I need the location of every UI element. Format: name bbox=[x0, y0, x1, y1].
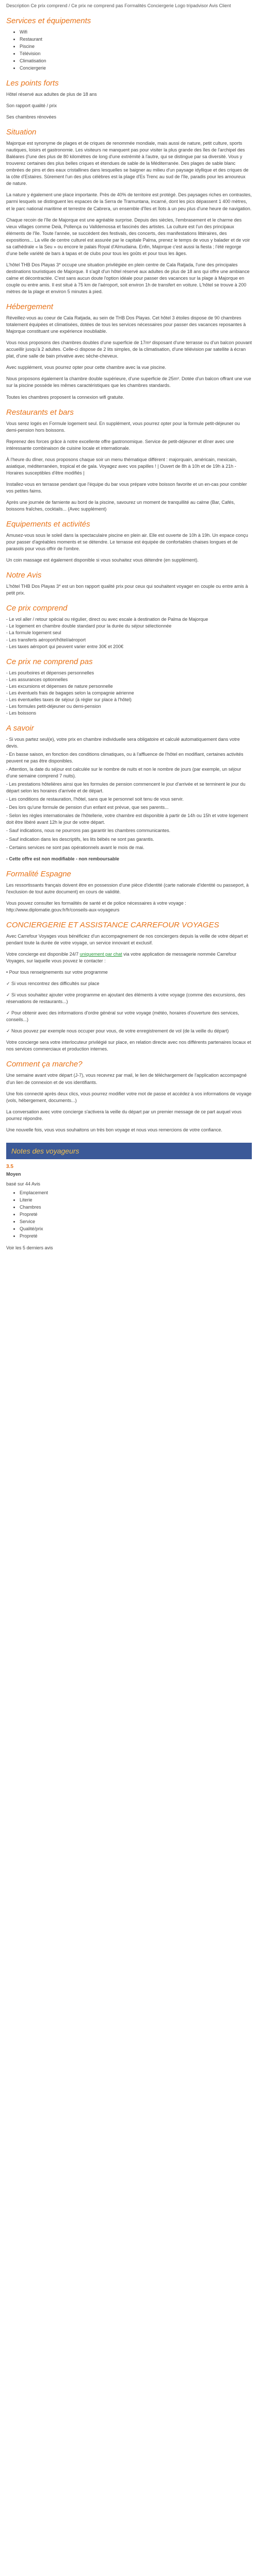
equipements-paragraph: Un coin massage est également disponible si vous souhaitez vous détendre (en supplément). bbox=[6, 557, 199, 563]
page bbox=[0, 0, 258, 1251]
comment-paragraph: Une fois connecté après deux clics, vous pourrez modifier votre mot de passe et accédez à vos informations de voyage (vols, hébergement, documents...) bbox=[6, 1091, 252, 1103]
notes-score: 3.5 bbox=[6, 1164, 13, 1170]
prix-ne-comprend-line: - Les formules petit-déjeuner ou demi-pension bbox=[6, 703, 101, 709]
a-savoir-line: - En basse saison, en fonction des conditions climatiques, ou à l'affluence de l'hôtel en modifiant, certaines activités peuvent ne pas être disponibles. bbox=[6, 752, 244, 764]
situation-title: Situation bbox=[6, 128, 37, 137]
restaurants-paragraph: À l'heure du dîner, nous proposons chaque soir un menu thématique différent : majorquain, américain, mexicain, asiatique, méditerranéen, tropical et de gala. Voyagez avec vos papilles ! | Ouvert de 8h à 10h et de 19h à 21h - Horaires susceptibles d'être modifiés | bbox=[6, 456, 237, 476]
equipements-title: Equipements et activités bbox=[6, 520, 90, 529]
notes-header: Notes des voyageurs bbox=[6, 1143, 252, 1159]
a-savoir-line: - Certains services ne sont pas opérationnels avant le mois de mai. bbox=[6, 844, 144, 850]
conciergerie-text: Votre concierge est disponible 24/7 bbox=[6, 951, 80, 957]
conciergerie-paragraph bbox=[6, 951, 252, 964]
services-list bbox=[6, 29, 252, 72]
a-savoir-line: - Sauf indications, nous ne pourrons pas garantir les chambres communicantes. bbox=[6, 828, 171, 834]
prix-comprend-title: Ce prix comprend bbox=[6, 604, 68, 613]
restaurants-title: Restaurants et bars bbox=[6, 408, 74, 417]
restaurants-paragraph: Vous serez logés en Formule logement seul. En supplément, vous pourrez opter pour la formule petit-déjeuner ou demi-pension hors boissons. bbox=[6, 420, 240, 433]
notre-avis-text: L'hôtel THB Dos Playas 3* est un bon rapport qualité prix pour ceux qui souhaitent voyager en couple ou entre amis à petit prix. bbox=[6, 584, 248, 596]
notes-score-block bbox=[6, 1163, 252, 1251]
conciergerie-title: CONCIERGERIE ET ASSISTANCE CARREFOUR VOYAGES bbox=[6, 920, 219, 929]
hebergement-paragraph: Avec supplément, vous pourrez opter pour cette chambre avec la vue piscine. bbox=[6, 365, 167, 370]
list-item: • Climatisation bbox=[20, 58, 252, 64]
points-forts-line: Son rapport qualité / prix bbox=[6, 103, 57, 109]
a-savoir-line: - Selon les règles internationales de l'hôtellerie, votre chambre est disponible à partir de 14h ou 15h et votre logement doit être libéré avant 12h le jour de votre départ. bbox=[6, 813, 248, 825]
prix-comprend-line: - Les taxes aéroport qui peuvent varier entre 30€ et 200€ bbox=[6, 643, 124, 649]
a-savoir-line: - Des lors qu'une formule de pension d'un enfant est prévue, que ses parents... bbox=[6, 805, 169, 810]
points-forts-title: Les points forts bbox=[6, 78, 59, 88]
hebergement-title: Hébergement bbox=[6, 302, 53, 312]
prix-comprend-line: - Le logement en chambre double standard pour la durée du séjour sélectionnée bbox=[6, 623, 172, 629]
formalite-title: Formalité Espagne bbox=[6, 869, 71, 878]
prix-ne-comprend-title: Ce prix ne comprend pas bbox=[6, 657, 93, 666]
restaurants-paragraph: Reprenez des forces grâce à notre excellente offre gastronomique. Service de petit-déjeuner et dîner avec une intéressante combinaison de cuisine locale et internationale. bbox=[6, 438, 234, 451]
comment-paragraph: Une nouvelle fois, vous vous souhaitons un très bon voyage et nous vous remercions de votre confiance. bbox=[6, 1127, 222, 1132]
situation-paragraph: Chaque recoin de l'île de Majorque est une agréable surprise. Depuis des siècles, l'embrasement et le charme des vieux villages comme Deià, Pollença ou Valldemossa et fascinés des artistes. La culture est l'un des principaux éléments de l'île. Toute l'année, se succèdent des festivals, des concerts, des manifestations littéraires, des expositions... La ville de centre culturel est assurée par le capitale Palma, prenez le temps de vous y balader et de voir sa cathédrale « la Seu » ou encore le palais Royal d'Almudaina. Enfin, Majorque c'est aussi la fiesta ; l'été regorge d'une belle variété de bars à tapas et de clubs pour tous les goûts et pour tous les âges. bbox=[6, 217, 250, 256]
prix-ne-comprend-line: - Les éventuels frais de bagages selon la compagnie aérienne bbox=[6, 690, 134, 696]
comment-title: Comment ça marche? bbox=[6, 1060, 83, 1069]
list-item: • Wifi bbox=[20, 29, 252, 36]
a-savoir-line: - Les conditions de restauration, l'hôtel, sans que le personnel soit tenu de vous servir. bbox=[6, 796, 184, 802]
conciergerie-bullet: ✓ Pour obtenir avec des informations d'ordre général sur votre voyage (météo, horaires d'ouverture des services, conseils...) bbox=[6, 1010, 239, 1023]
list-item: • Literie bbox=[20, 1197, 252, 1204]
conciergerie-text: via votre application de messagerie nommée Carrefour Voyages, sur laquelle vous pouvez le contacter : bbox=[6, 951, 237, 963]
prix-ne-comprend-line: - Les éventuelles taxes de séjour (à régler sur place à l'hôtel) bbox=[6, 697, 132, 702]
comment-paragraph: La conversation avec votre concierge s'activera la veille du départ par un premier message de ce part auquel vous pourrez répondre. bbox=[6, 1109, 241, 1121]
conciergerie-bullet: ✓ Nous pouvez par exemple nous occuper pour vous, de votre enregistrement de vol (de la veille du départ) bbox=[6, 1028, 229, 1034]
conciergerie-bullet: ✓ Si vous souhaitez ajouter votre programme en ajoutant des éléments à votre voyage (comme des excursions, des réservations de restaurants...) bbox=[6, 992, 246, 1005]
points-forts-line: Hôtel réservé aux adultes de plus de 18 ans bbox=[6, 91, 97, 97]
list-item: • Qualité/prix bbox=[20, 1226, 252, 1232]
hebergement-paragraph: Toutes les chambres proposent la connexion wifi gratuite. bbox=[6, 394, 124, 400]
formalite-paragraph: Les ressortissants français doivent être en possession d'une pièce d'identité (carte nationale d'identité ou passeport, à l'exclusion de tout autre document) en cours de validité. bbox=[6, 882, 249, 894]
chat-link[interactable]: uniquement par chat bbox=[79, 951, 122, 957]
list-item: • Emplacement bbox=[20, 1190, 252, 1196]
services-title: Services et équipements bbox=[6, 16, 91, 25]
hebergement-paragraph: Nous proposons également la chambre double supérieure, d'une superficie de 25m². Dotée d'un balcon offrant une vue sur la piscine possède les mêmes caractéristiques que les chambres standards. bbox=[6, 376, 251, 388]
list-item: • Propreté bbox=[20, 1211, 252, 1218]
restaurants-paragraph: Après une journée de farniente au bord de la piscine, savourez un moment de tranquillité au calme (Bar, Cafés, boissons fraîches, cocktails... (Avec supplément) bbox=[6, 499, 235, 512]
a-savoir-line: - Sauf indication dans les descriptifs, les lits bébés ne sont pas garantis. bbox=[6, 836, 154, 842]
prix-ne-comprend-line: - Les pourboires et dépenses personnelles bbox=[6, 670, 94, 675]
list-item: • Propreté bbox=[20, 1233, 252, 1240]
situation-paragraph: Majorque est synonyme de plages et de criques de renommée mondiale, mais aussi de nature, petit culture, sports nautiques, loisirs et gastronomie. Les visiteurs ne manquent pas pour visiter la plus grande des îles de l'archipel des Baléares (l'une des plus de 80 kilomètres de long d'une extrémité à l'autre, qui se distingue par sa diversité. Vous y trouverez certaines des plus belles criques et étendues de sable de la Méditerranée. Des plages de sable blanc ombrées de pins et des eaux cristallines dans lesquelles se baigner au milieu d'un paysage idyllique et des criques de la côte d'Estaires. Sûrement l'un des plus célèbres est la plage d'Es Trenc au sud de l'île, paradis pour les amoureux de nature. bbox=[6, 141, 249, 187]
formalite-paragraph: Vous pouvez consulter les formalités de santé et de police nécessaires à votre voyage : http://www.diplomatie.gouv.fr/fr/conseils-aux-voyageurs bbox=[6, 900, 186, 912]
conciergerie-paragraph: Votre concierge sera votre interlocuteur privilégié sur place, en relation directe avec nos différents partenaires locaux et nos services commerciaux et production internes. bbox=[6, 1040, 251, 1052]
comment-paragraph: Une semaine avant votre départ (J-7), vous recevrez par mail, le lien de téléchargement de l'application accompagné d'un lien de connexion et de vos identifiants. bbox=[6, 1073, 247, 1085]
a-savoir-line: - Les prestations hôtelières ainsi que les formules de pension commencent le jour d'arrivée et se terminent le jour du départ selon les horaires d'arrivée et de départ. bbox=[6, 782, 246, 794]
conciergerie-paragraph: Avec Carrefour Voyages vous bénéficiez d'un accompagnement de nos conciergers depuis la veille de votre départ et pendant toute la durée de votre voyage, un service innovant et exclusif. bbox=[6, 933, 248, 945]
a-savoir-title: A savoir bbox=[6, 723, 34, 733]
list-item: • Télévision bbox=[20, 50, 252, 57]
hebergement-paragraph: Vous nous proposons des chambres doubles d'une superficie de 17m² disposant d'une terrasse ou d'un balcon pouvant accueillir jusqu'à 2 adultes. Celle-ci dispose de 2 lits simples, de la climatisation, d'une télévision par satellite à écran plat, d'une salle de bain privative avec sèche-cheveux. bbox=[6, 340, 252, 359]
notes-label: Moyen bbox=[6, 1171, 21, 1177]
notre-avis-title: Notre Avis bbox=[6, 571, 42, 580]
hebergement-paragraph: Réveillez-vous au coeur de Cala Ratjada, au sein de THB Dos Playas. Cet hôtel 3 étoiles dispose de 90 chambres totalement équipées et climatisées, dotées de tous les services nécessaires pour passer des vacances reposantes à Majorque constituant une expérience inoubliable. bbox=[6, 315, 246, 334]
breadcrumb: Description Ce prix comprend / Ce prix ne comprend pas Formalités Conciergerie Logo tripadvisor Avis Client bbox=[6, 3, 231, 8]
conciergerie-bullet: • Pour tous renseignements sur votre programme bbox=[6, 970, 108, 975]
restaurants-paragraph: Installez-vous en terrasse pendant que l'équipe du bar vous prépare votre boisson favorite et un en-cas pour combler vos petites faims. bbox=[6, 481, 247, 494]
prix-ne-comprend-line: - Les excursions et dépenses de nature personnelle bbox=[6, 683, 113, 689]
prix-comprend-line: - Le vol aller / retour spécial ou régulier, direct ou avec escale à destination de Palma de Majorque bbox=[6, 617, 208, 622]
list-item: • Service bbox=[20, 1218, 252, 1225]
situation-paragraph: La nature y également une place importante. Près de 40% de territoire est protégé. Des paysages riches en contrastes, parmi lesquels se distinguent les espaces de la Serra de Tramuntana, incarné, dont les pics dépassent 1 400 mètres, et le parc national maritime et terrestre de Cabrera, un ensemble d'îles et îlots à un peu plus d'une heure de navigation. bbox=[6, 192, 252, 211]
prix-comprend-line: - Les transferts aéroport/hôtel/aéroport bbox=[6, 637, 86, 642]
notes-criteria-list bbox=[6, 1190, 252, 1240]
non-modifiable-note: - Cette offre est non modifiable - non remboursable bbox=[6, 856, 120, 861]
list-item: • Piscine bbox=[20, 43, 252, 50]
list-item: • Conciergerie bbox=[20, 65, 252, 72]
a-savoir-line: - Attention, la date du séjour est calculée sur le nombre de nuits et non le nombre de jours (par exemple, un séjour d'une semaine comprend 7 nuits). bbox=[6, 767, 241, 779]
situation-paragraph: L'hôtel THB Dos Playas 3* occupe une situation privilégiée en plein centre de Cala Ratjada, l'une des principales destinations touristiques de Majorque. Il s'agit d'un hôtel réservé aux adultes de plus de 18 ans qui offre une ambiance calme et décontractée. C'est sans aucun doute l'option idéale pour passer des vacances sur la plage à Majorque en couple ou entre amis. Il est situé à 75 km de l'aéroport, soit environ 1h de transfert en voiture. L'hôtel se trouve à 200 mètres de la plage et environ 5 minutes à pied. bbox=[6, 262, 250, 295]
equipements-paragraph: Amusez-vous sous le soleil dans la spectaculaire piscine en plein air. Elle est ouverte de 10h à 19h. Un espace conçu pour passer d'agréables moments et se détendre. Le terrasse est équipée de confortables chaises longues et de parasols pour vous offrir de l'ombre. bbox=[6, 533, 248, 552]
list-item: • Chambres bbox=[20, 1204, 252, 1211]
see-reviews-link[interactable]: Voir les 5 derniers avis bbox=[6, 1245, 53, 1251]
list-item: • Restaurant bbox=[20, 36, 252, 43]
notes-based: basé sur 44 Avis bbox=[6, 1181, 40, 1187]
a-savoir-line: - Si vous partez seul(e), votre prix en chambre individuelle sera obligatoire et calculé automatiquement dans votre devis. bbox=[6, 736, 240, 749]
prix-ne-comprend-line: - Les boissons bbox=[6, 710, 37, 716]
points-forts-line: Ses chambres rénovées bbox=[6, 114, 57, 120]
conciergerie-bullet: ✓ Si vous rencontrez des difficultés sur place bbox=[6, 981, 100, 987]
prix-ne-comprend-line: - Les assurances optionnelles bbox=[6, 676, 68, 682]
prix-comprend-line: - La formule logement seul bbox=[6, 630, 61, 636]
